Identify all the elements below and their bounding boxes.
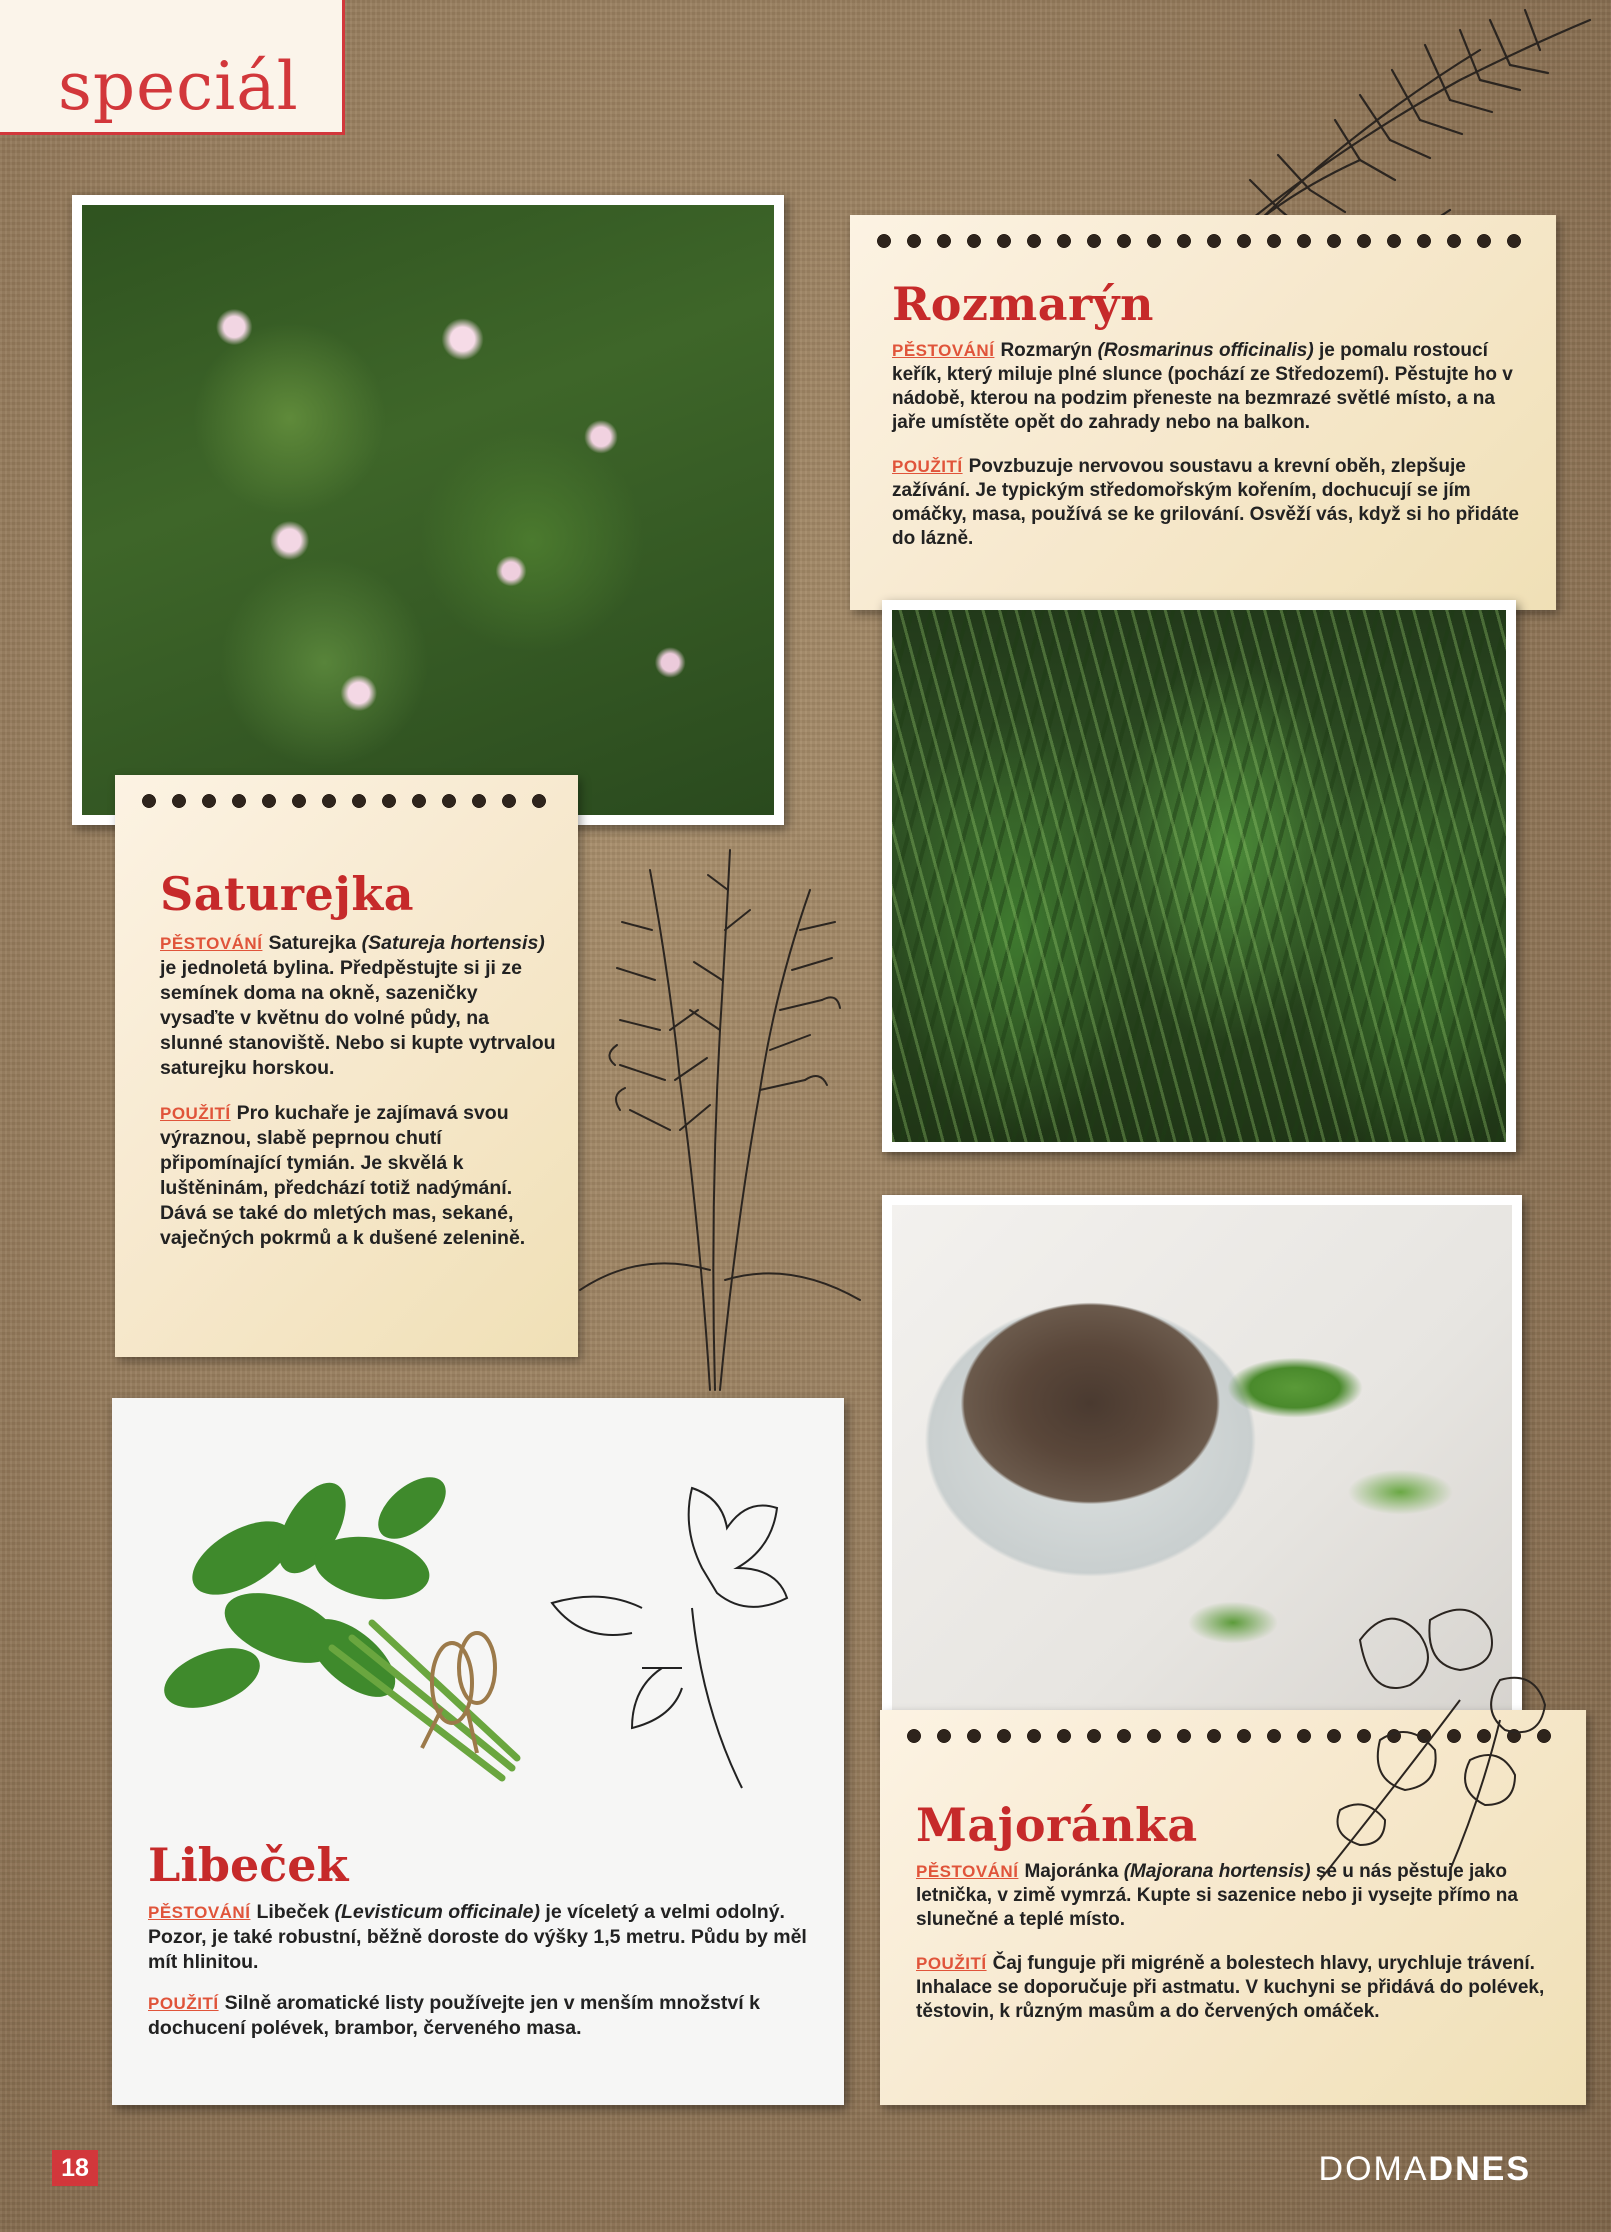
saturejka-title: Saturejka xyxy=(160,867,415,921)
notepad-holes xyxy=(876,233,1534,249)
libecek-card xyxy=(112,1398,844,2105)
saturejka-growing: PĚSTOVÁNÍ Saturejka (Satureja hortensis) je jednoletá bylina. Předpěstujte si ji ze semínek doma na okně, sazeničky vysaďte v květnu do volné půdy, na slunné stanoviště. Nebo si kupte vytrvalou saturejku horskou. xyxy=(160,932,556,1079)
growing-label: PĚSTOVÁNÍ xyxy=(148,1903,251,1922)
growing-label: PĚSTOVÁNÍ xyxy=(160,934,263,953)
brand-part1: DOMA xyxy=(1318,2150,1429,2188)
rozmaryn-growing: PĚSTOVÁNÍ Rozmarýn (Rosmarinus officinalis) je pomalu rostoucí keřík, který miluje plné slunce (pochází ze Středozemí). Pěstujte ho v nádobě, kterou na podzim přeneste na bezmrazé světlé místo, a na jaře umístěte opět do zahrady nebo na balkon. xyxy=(892,340,1513,433)
majoranka-growing: PĚSTOVÁNÍ Majoránka (Majorana hortensis) se u nás pěstuje jako letnička, v zimě vymrzá. Kupte si sazenice nebo ji vysejte přímo na slunečné a teplé místo. xyxy=(916,1861,1518,1930)
libecek-title: Libeček xyxy=(148,1838,349,1892)
saturejka-use: POUŽITÍ Pro kuchaře je zajímavá svou výraznou, slabě peprnou chutí připomínající tymián. Je skvělá k luštěninám, předchází totiž nadýmání. Dává se také do mletých mas, sekané, vaječných pokrmů a k dušené zelenině. xyxy=(160,1102,526,1249)
notepad-holes xyxy=(141,793,556,809)
marjoram-sketch-illustration xyxy=(1300,1580,1600,1880)
growing-label: PĚSTOVÁNÍ xyxy=(916,1862,1019,1881)
use-label: POUŽITÍ xyxy=(148,1994,219,2013)
section-tag-label: speciál xyxy=(58,48,299,125)
page-number: 18 xyxy=(52,2150,98,2186)
rozmaryn-card xyxy=(850,215,1556,610)
lovage-illustration xyxy=(122,1408,834,1808)
majoranka-use: POUŽITÍ Čaj funguje při migréně a bolestech hlavy, urychluje trávení. Inhalace se doporučuje při astmatu. V kuchyni se přidává do polévek, těstovin, k různým masům a do červených omáček. xyxy=(916,1953,1545,2022)
libecek-use: POUŽITÍ Silně aromatické listy používejte jen v menším množství k dochucení polévek, brambor, červeného masa. xyxy=(148,1992,760,2039)
growing-label: PĚSTOVÁNÍ xyxy=(892,341,995,360)
libecek-growing: PĚSTOVÁNÍ Libeček (Levisticum officinale) je víceletý a velmi odolný. Pozor, je také robustní, běžně doroste do výšky 1,5 metru. Půdu by měl mít hlinitou. xyxy=(148,1901,807,1973)
use-label: POUŽITÍ xyxy=(916,1954,987,1973)
use-label: POUŽITÍ xyxy=(892,457,963,476)
majoranka-title: Majoránka xyxy=(916,1798,1198,1852)
savory-sketch-illustration xyxy=(560,830,890,1400)
brand-part2: DNES xyxy=(1428,2150,1531,2188)
section-tag xyxy=(0,0,345,135)
saturejka-photo xyxy=(72,195,784,825)
use-label: POUŽITÍ xyxy=(160,1104,231,1123)
brand-logo xyxy=(1319,2150,1531,2189)
rozmaryn-title: Rozmarýn xyxy=(892,277,1154,331)
rozmaryn-photo xyxy=(882,600,1516,1152)
rozmaryn-use: POUŽITÍ Povzbuzuje nervovou soustavu a krevní oběh, zlepšuje zažívání. Je typickým středomořským kořením, dochucují se jím omáčky, masa, používá se ke grilování. Osvěží vás, když si ho přidáte do lázně. xyxy=(892,456,1519,549)
saturejka-card xyxy=(115,775,578,1357)
